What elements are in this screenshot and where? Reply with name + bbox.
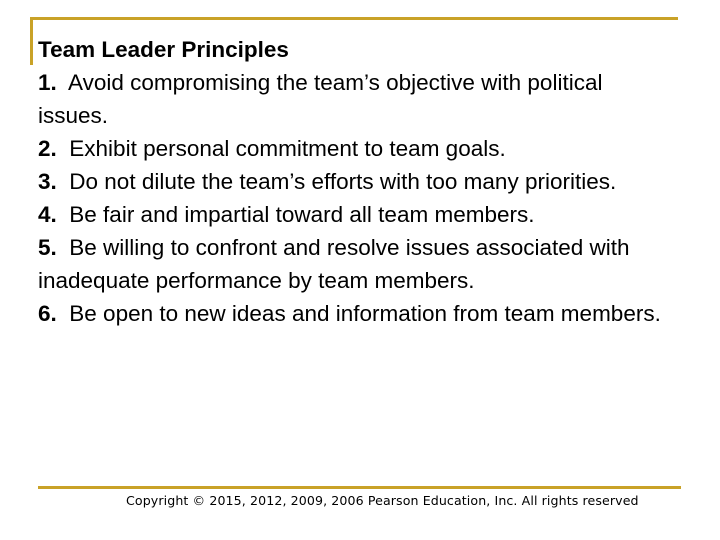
- principle-item: [38, 297, 678, 330]
- principle-number: 5.: [38, 235, 57, 260]
- copyright-footer: Copyright © 2015, 2012, 2009, 2006 Pearson Education, Inc. All rights reserved: [126, 493, 639, 508]
- principle-text: Be fair and impartial toward all team members.: [69, 202, 535, 227]
- principle-item: [38, 132, 678, 165]
- top-accent-rule: [30, 17, 678, 20]
- principle-number: 2.: [38, 136, 57, 161]
- principle-item: [38, 231, 678, 297]
- principle-number: 4.: [38, 202, 57, 227]
- principle-text: Do not dilute the team’s efforts with too many priorities.: [69, 169, 617, 194]
- left-accent-rule: [30, 17, 33, 65]
- principle-item: [38, 198, 678, 231]
- slide-title: Team Leader Principles: [38, 37, 289, 62]
- bottom-accent-rule: [38, 486, 681, 489]
- principle-item: [38, 165, 678, 198]
- principle-text: Be open to new ideas and information from team members.: [69, 301, 661, 326]
- principle-number: 3.: [38, 169, 57, 194]
- principle-number: 1.: [38, 70, 57, 95]
- principle-text: Exhibit personal commitment to team goals.: [69, 136, 506, 161]
- principle-item: [38, 66, 678, 132]
- principle-number: 6.: [38, 301, 57, 326]
- principle-text: Avoid compromising the team’s objective with political issues.: [38, 70, 603, 128]
- slide-body: [38, 33, 678, 330]
- principle-text: Be willing to confront and resolve issues associated with inadequate performance by team members.: [38, 235, 630, 293]
